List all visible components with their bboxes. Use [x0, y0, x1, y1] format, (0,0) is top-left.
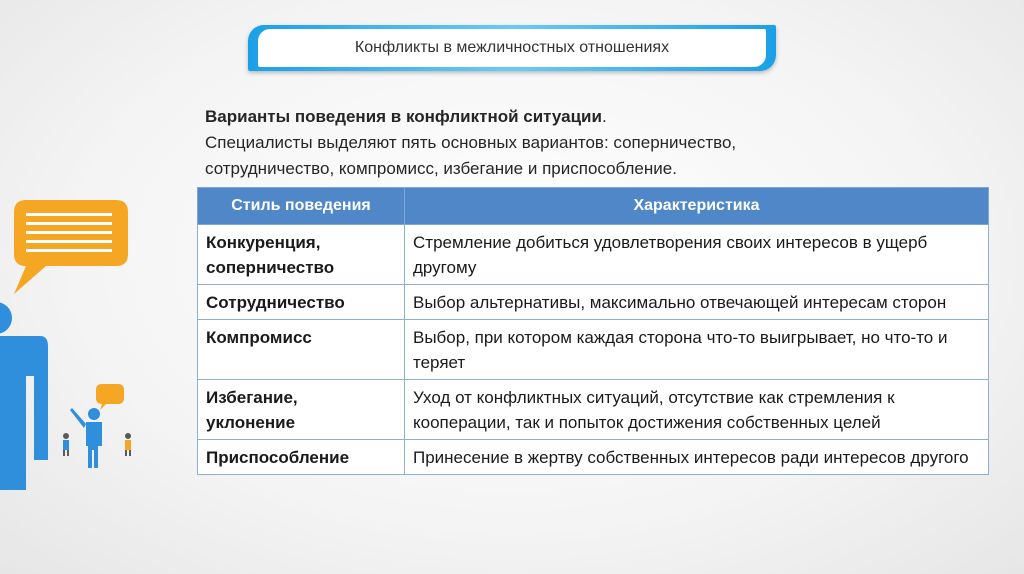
person-medium-icon	[70, 408, 102, 468]
style-cell	[198, 320, 405, 380]
style-name-line1: Избегание,	[206, 388, 298, 407]
table-row	[198, 320, 989, 380]
table-row	[198, 285, 989, 320]
style-cell	[198, 380, 405, 440]
people-illustration	[0, 190, 190, 490]
table-row	[198, 225, 989, 285]
style-cell	[198, 225, 405, 285]
person-large-icon	[0, 302, 48, 490]
intro-text: Специалисты выделяют пять основных вариантов: соперничество, сотрудничество, компромисс, избегание и приспособление.	[205, 133, 737, 178]
style-name-line1: Приспособление	[206, 448, 350, 467]
behavior-styles-table	[197, 187, 989, 475]
description-cell: Выбор, при котором каждая сторона что-то выигрывает, но что-то и теряет	[405, 320, 989, 380]
intro-heading: Варианты поведения в конфликтной ситуации	[205, 107, 602, 126]
intro-heading-punct: .	[601, 107, 607, 126]
header-characteristic: Характеристика	[405, 188, 989, 225]
intro-block	[205, 104, 845, 182]
table-header-row	[198, 188, 989, 225]
description-cell: Стремление добиться удовлетворения своих интересов в ущерб другому	[405, 225, 989, 285]
style-name-line1: Компромисс	[206, 328, 312, 347]
person-small-right-icon	[125, 433, 131, 456]
style-name-line2: уклонение	[206, 413, 296, 432]
speech-bubble-icon	[14, 200, 128, 294]
title-banner	[248, 25, 776, 71]
table-row	[198, 380, 989, 440]
page-title: Конфликты в межличностных отношениях	[258, 29, 766, 67]
style-name-line1: Конкуренция,	[206, 233, 321, 252]
description-cell: Уход от конфликтных ситуаций, отсутствие как стремления к кооперации, так и попыток достижения собственных целей	[405, 380, 989, 440]
header-style: Стиль поведения	[198, 188, 405, 225]
description-cell: Выбор альтернативы, максимально отвечающей интересам сторон	[405, 285, 989, 320]
style-name-line1: Сотрудничество	[206, 293, 345, 312]
person-small-left-icon	[63, 433, 69, 456]
style-cell	[198, 285, 405, 320]
table-row	[198, 440, 989, 475]
small-speech-bubble-icon	[96, 384, 124, 410]
description-cell: Принесение в жертву собственных интересов ради интересов другого	[405, 440, 989, 475]
style-name-line2: соперничество	[206, 258, 335, 277]
style-cell	[198, 440, 405, 475]
